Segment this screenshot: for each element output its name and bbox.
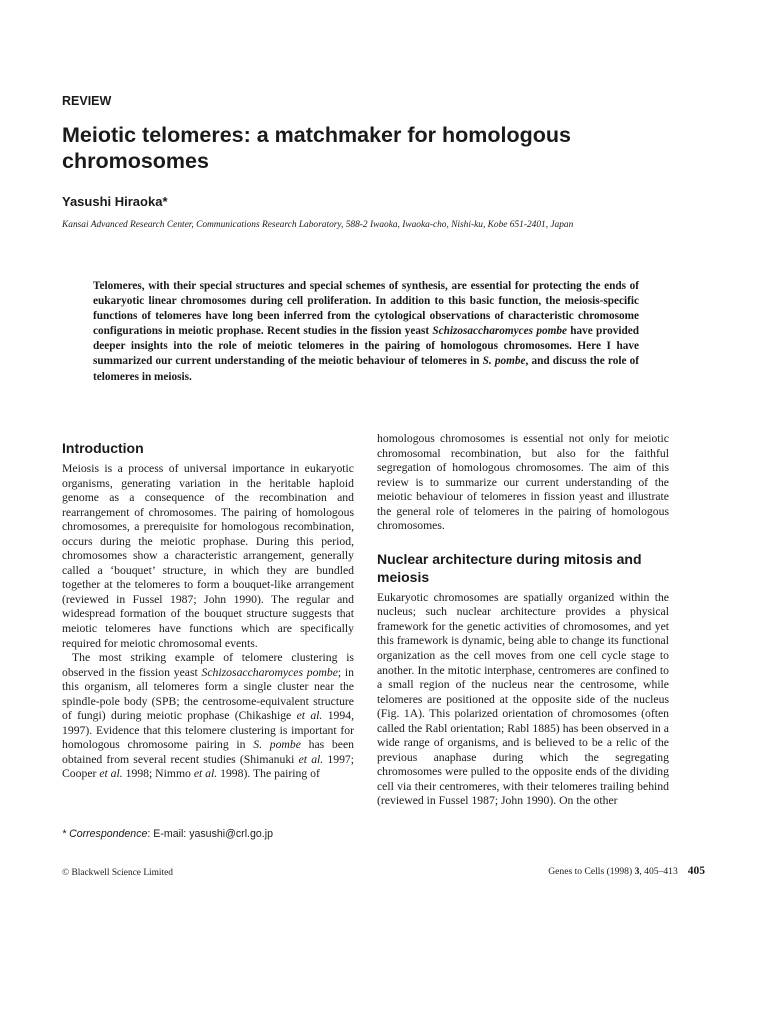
body-text: 1994, 1997). Evidence that this telomere clustering is important for homologous chromosome pairing in bbox=[62, 709, 354, 752]
section-label: REVIEW bbox=[62, 94, 112, 108]
introduction-paragraph: Meiosis is a process of universal importance in eukaryotic organisms, generating variation in the heritable haploid genome as a consequence of the recombination and rearrangement of chromosomes. The pairing of homologous chromosomes, a prerequisite for homologous recombination, occurs during the meiotic prophase. During this period, chromosomes show a characteristic arrangement, generally called a ‘bouquet’ structure, in which they are bundled together at the telomeres to form a bouquet-like arrangement (reviewed in Fussel 1987; John 1990). The regular and widespread formation of the bouquet structure suggests that meiotic telomeres have functions which are specifically required for meiotic chromosomal events. bbox=[62, 462, 354, 650]
body-text: The most striking example of telomere clustering is observed in the fission yeast bbox=[62, 651, 354, 679]
abstract-text: , and discuss the role of telomeres in meiosis. bbox=[93, 355, 639, 383]
species-name: S. pombe bbox=[482, 355, 526, 368]
et-al: et al. bbox=[296, 709, 323, 723]
species-name: Schizosaccharomyces pombe bbox=[432, 325, 567, 338]
correspondence-label: * Correspondence bbox=[62, 828, 148, 840]
author-affiliation: Kansai Advanced Research Center, Communications Research Laboratory, 588-2 Iwaoka, Iwaoka-cho, Nishi-ku, Kobe 651-2401, Japan bbox=[62, 220, 574, 230]
abstract bbox=[93, 279, 639, 385]
abstract-text: have provided deeper insights into the role of meiotic telomeres in the pairing of homologous chromosomes. Here I have summarized our current understanding of the meiotic behaviour of telomeres in bbox=[93, 325, 639, 368]
et-al: et al. bbox=[193, 767, 218, 781]
species-name: Schizosaccharomyces pombe bbox=[201, 665, 338, 679]
left-column bbox=[62, 430, 354, 782]
journal-name: Genes to Cells bbox=[548, 866, 605, 877]
article-title: Meiotic telomeres: a matchmaker for homologous chromosomes bbox=[62, 123, 571, 173]
body-text: has been obtained from several recent studies (Shimanuki bbox=[62, 738, 354, 766]
journal-pages: , 405–413 bbox=[639, 866, 678, 877]
right-column bbox=[377, 432, 669, 809]
body-paragraph: Eukaryotic chromosomes are spatially organized within the nucleus; such nuclear architecture provides a physical framework for the genetic activities of chromosomes, and yet this framework is dynamic, being able to change its functional organization as the cell moves from one cell cycle stage to another. In the mitotic interphase, centromeres are confined to a small region of the nucleus near the centrosome, while telomeres are positioned at the opposite side of the nucleus (Fig. 1A). This polarized orientation of chromosomes (often called the Rabl orientation; Rabl 1885) has been observed in a wide range of organisms, and is believed to be a relic of the previous anaphase during which the segregating chromosomes were pulled to the opposite ends of the dividing cell via their centromeres, with their telomeres trailing behind (reviewed in Fussel 1987; John 1990). On the other bbox=[377, 590, 669, 808]
introduction-paragraph bbox=[62, 651, 354, 782]
body-text: 1997; Cooper bbox=[62, 752, 355, 781]
journal-citation bbox=[548, 865, 705, 877]
introduction-heading: Introduction bbox=[62, 440, 144, 456]
et-al: et al. bbox=[298, 752, 324, 766]
abstract-text: Telomeres, with their special structures and special schemes of synthesis, are essential for protecting the ends of eukaryotic linear chromosomes during cell proliferation. In addition to this basic function, the meiosis-specific functions of telomeres have long been inferred from the cytological observations of characteristic chromosome configurations in meiotic prophase. Recent studies in the fission yeast bbox=[93, 280, 639, 338]
copyright-notice: © Blackwell Science Limited bbox=[62, 868, 173, 878]
correspondence-note bbox=[62, 828, 273, 840]
body-text: 1998). The pairing of bbox=[217, 767, 320, 781]
et-al: et al. bbox=[99, 767, 123, 781]
correspondence-email: : E-mail: yasushi@crl.go.jp bbox=[147, 828, 273, 840]
body-text: ; in this organism, all telomeres form a single cluster near the spindle-pole body (SPB; the centrosome-equivalent structure of fungi) during meiotic prophase (Chikashige bbox=[62, 665, 354, 723]
journal-volume: 3 bbox=[634, 866, 640, 877]
species-name: S. pombe bbox=[253, 738, 301, 752]
page-number: 405 bbox=[687, 865, 705, 877]
section-heading: Nuclear architecture during mitosis and meiosis bbox=[377, 550, 642, 585]
journal-year: (1998) bbox=[606, 866, 633, 877]
body-paragraph: homologous chromosomes is essential not only for meiotic chromosomal recombination, but also for the faithful segregation of homologous chromosomes. The aim of this review is to summarize our current understanding of the meiotic behaviour of telomeres in fission yeast and illustrate the general role of telomeres in the pairing of homologous chromosomes. bbox=[377, 432, 669, 533]
author-name: Yasushi Hiraoka* bbox=[62, 194, 168, 209]
body-text: 1998; Nimmo bbox=[122, 767, 194, 781]
